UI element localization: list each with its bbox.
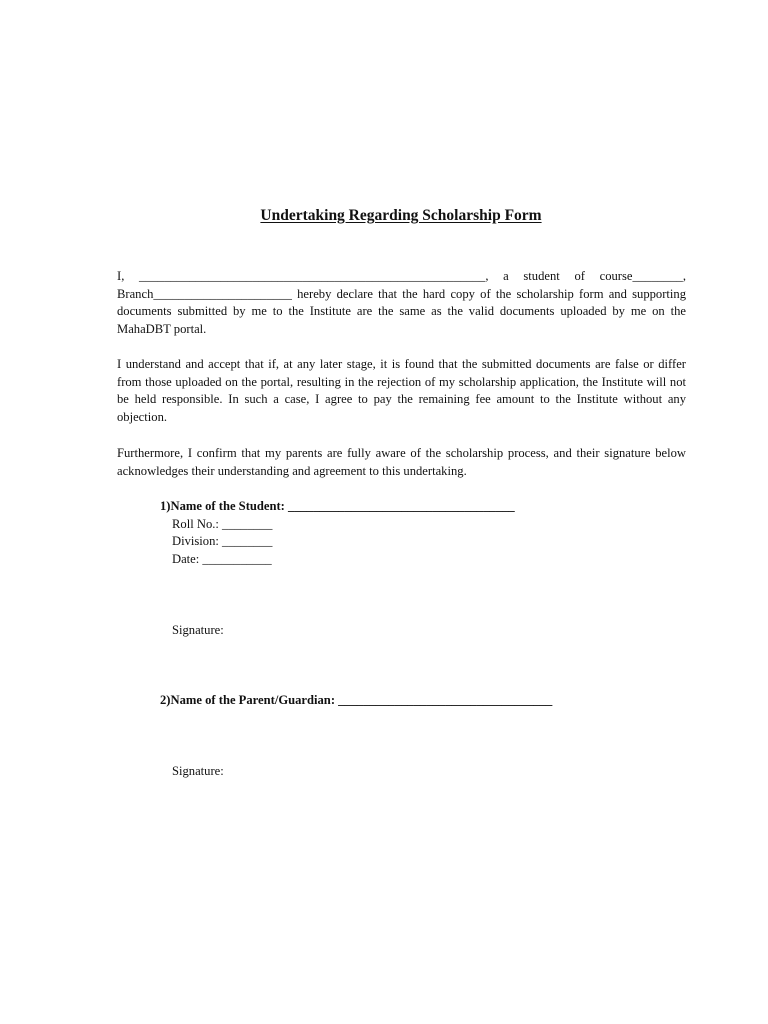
student-details-section <box>160 498 515 568</box>
parent-details-section <box>160 692 552 710</box>
division-line: Division: ________ <box>172 534 273 549</box>
document-title: Undertaking Regarding Scholarship Form <box>260 207 542 224</box>
roll-no-line: Roll No.: ________ <box>172 516 273 531</box>
parent-name-line: 2)Name of the Parent/Guardian: __________________________________ <box>160 693 553 707</box>
responsibility-paragraph: I understand and accept that if, at any later stage, it is found that the submitted documents are false or differ from those uploaded on the portal, resulting in the rejection of my scholarship application, the Institute will not be held responsible. In such a case, I agree to pay the remaining fee amount to the Institute without any objection. <box>117 357 686 424</box>
declaration-paragraph: I, _______________________________________________________, a student of course________, Branch______________________ hereby declare that the hard copy of the scholarship form and supporting documents submitted by me to the Institute are the same as the valid documents uploaded by me on the MahaDBT portal. <box>117 269 686 336</box>
date-line: Date: ___________ <box>172 551 272 566</box>
parent-signature-label: Signature: <box>172 764 224 778</box>
student-signature-label: Signature: <box>172 623 224 637</box>
parent-awareness-paragraph: Furthermore, I confirm that my parents are fully aware of the scholarship process, and their signature below acknowledges their understanding and agreement to this undertaking. <box>117 446 686 478</box>
student-name-line: 1)Name of the Student: ____________________________________ <box>160 499 515 513</box>
